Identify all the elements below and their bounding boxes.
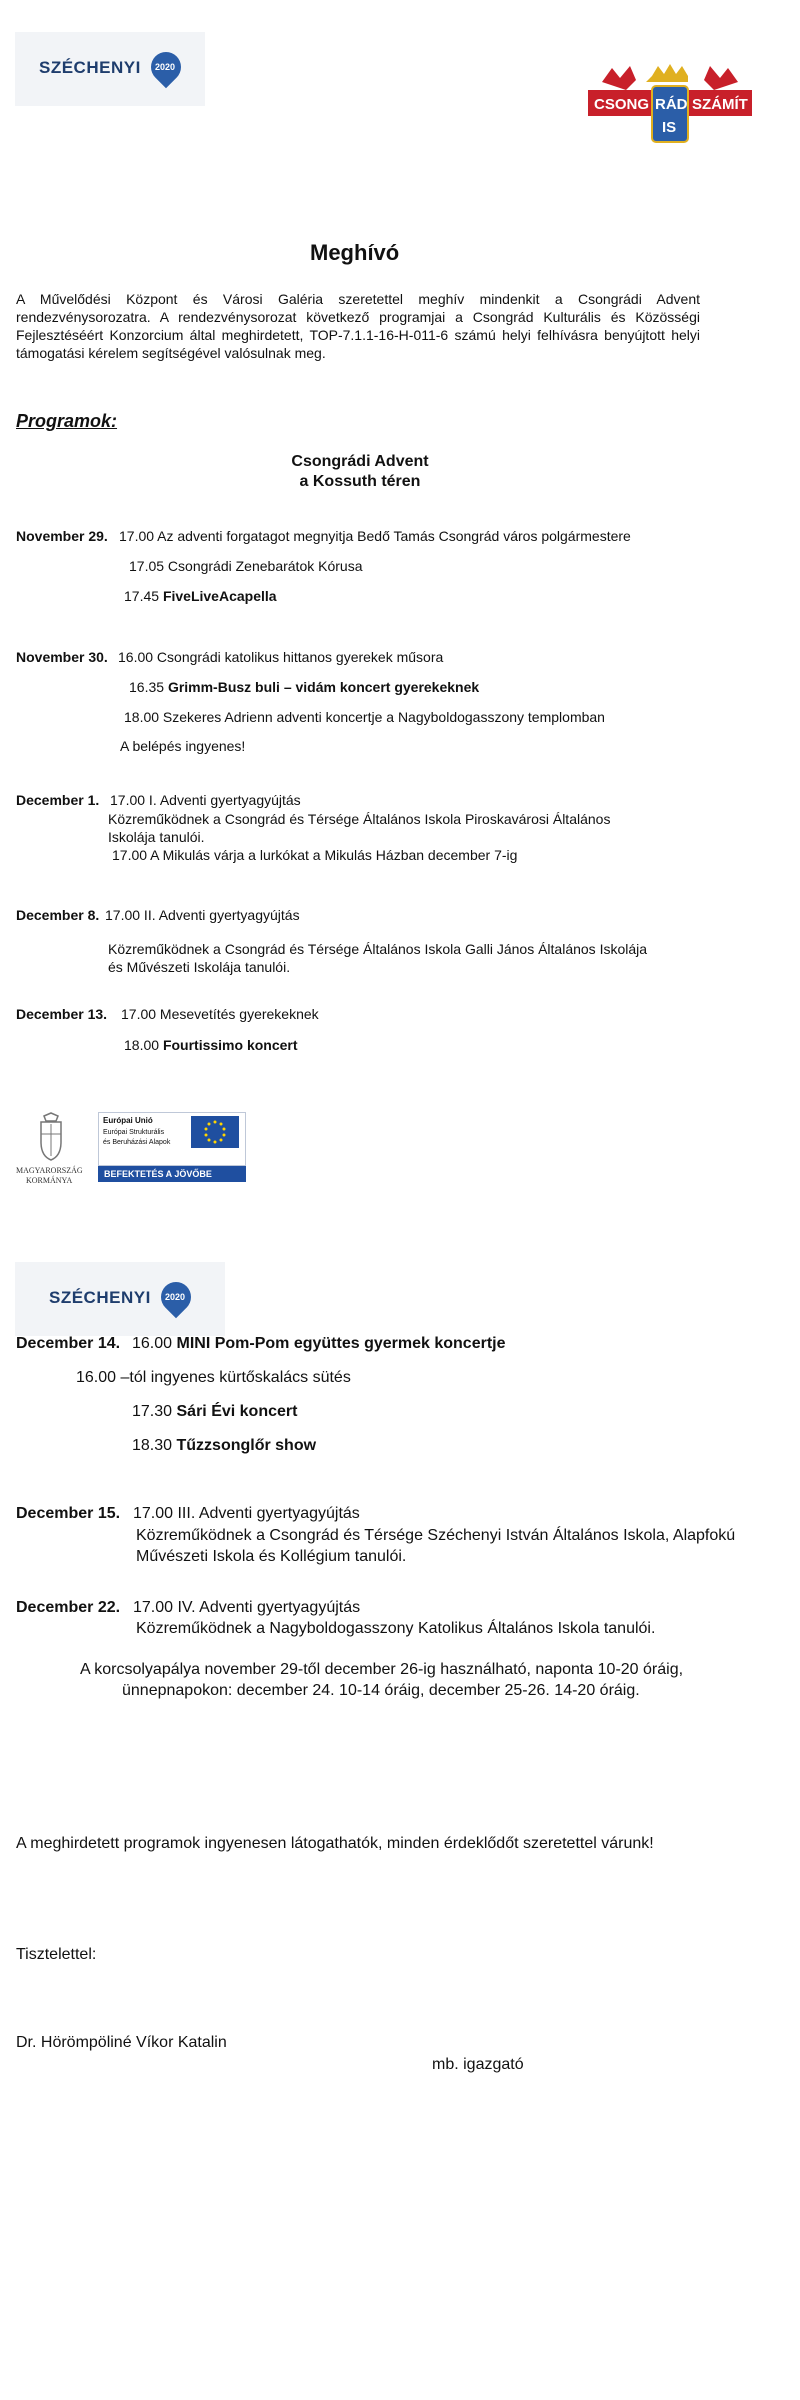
dec14-line4 xyxy=(132,1436,316,1456)
eu-flag-icon xyxy=(191,1116,239,1148)
eu-banner-text: BEFEKTETÉS A JÖVŐBE xyxy=(104,1169,212,1179)
dec8-line2: Közreműködnek a Csongrád és Térsége Általános Iskola Galli János Általános Iskolája xyxy=(108,941,648,957)
crest-text-mid: RÁD xyxy=(655,96,688,113)
gov-line1: MAGYARORSZÁG xyxy=(16,1166,83,1175)
nov29-line2: 17.05 Csongrádi Zenebarátok Kórusa xyxy=(129,558,363,574)
regards-text: Tisztelettel: xyxy=(16,1946,97,1963)
csongrad-crest-logo xyxy=(582,60,758,150)
dec14-line4-time: 18.30 xyxy=(132,1437,173,1454)
eu-banner xyxy=(98,1166,246,1182)
nov30-line2 xyxy=(129,678,479,696)
nov29-line1: 17.00 Az adventi forgatagot megnyitja Bedő Tamás Csongrád város polgármestere xyxy=(119,528,631,544)
nov29-line3 xyxy=(124,587,277,605)
dec14-line4-name: Tűzzsonglőr show xyxy=(176,1437,317,1454)
szechenyi-logo-text: SZÉCHENYI xyxy=(39,58,141,77)
szechenyi-logo-year: 2020 xyxy=(155,62,176,72)
szechenyi-logo-year-2: 2020 xyxy=(165,1292,186,1302)
nov30-line1: 16.00 Csongrádi katolikus hittanos gyerekek műsora xyxy=(118,649,444,665)
nov30-date: November 30. xyxy=(16,649,108,665)
nov29-date: November 29. xyxy=(16,528,108,544)
skating-line2: ünnepnapokon: december 24. 10-14 óráig, december 25-26. 14-20 óráig. xyxy=(122,1682,640,1699)
closing-text: A meghirdetett programok ingyenesen látogathatók, minden érdeklődőt szeretettel várunk! xyxy=(16,1835,654,1852)
dec13-line2-name: Fourtissimo koncert xyxy=(162,1037,298,1053)
crest-text-right: SZÁMÍT xyxy=(692,96,748,113)
intro-paragraph: A Művelődési Központ és Városi Galéria szeretettel meghív mindenkit a Csongrádi Advent rendezvénysorozatra. A rendezvénysorozat következő programjai a Csongrád Kulturális és Közösségi Fejlesztéséért Konzorcium által meghirdetett, TOP-7.1.1-16-H-011-6 számú helyi felhívásra benyújtott helyi támogatási kérelem segítségével valósulnak meg. xyxy=(16,291,700,361)
dec13-line1: 17.00 Mesevetítés gyerekeknek xyxy=(121,1006,319,1022)
hungarian-coat-of-arms-icon xyxy=(26,1112,76,1164)
dec1-line1: 17.00 I. Adventi gyertyagyújtás xyxy=(110,792,301,808)
nov30-line2-time: 16.35 xyxy=(129,679,165,695)
dec1-line3: Iskolája tanulói. xyxy=(108,829,205,845)
nov30-line3: 18.00 Szekeres Adrienn adventi koncertje a Nagyboldogasszony templomban xyxy=(124,709,605,725)
page-title: Meghívó xyxy=(310,240,400,265)
szechenyi-logo-text-2: SZÉCHENYI xyxy=(49,1288,151,1307)
dec8-line1: 17.00 II. Adventi gyertyagyújtás xyxy=(105,907,300,923)
dec14-date: December 14. xyxy=(16,1335,121,1352)
dec1-line4: 17.00 A Mikulás várja a lurkókat a Mikulás Házban december 7-ig xyxy=(112,847,518,863)
dec14-line1 xyxy=(132,1334,505,1354)
dec22-line2: Közreműködnek a Nagyboldogasszony Katolikus Általános Iskola tanulói. xyxy=(136,1620,656,1637)
dec1-date: December 1. xyxy=(16,792,100,808)
szechenyi-2020-logo-2 xyxy=(15,1262,225,1336)
dec14-line2: 16.00 –tól ingyenes kürtőskalács sütés xyxy=(76,1369,351,1386)
dec22-line1: 17.00 IV. Adventi gyertyagyújtás xyxy=(133,1599,361,1616)
dec14-line1-name: MINI Pom-Pom együttes gyermek koncertje xyxy=(176,1335,506,1352)
signer-title: mb. igazgató xyxy=(432,2056,524,2073)
nov30-line4: A belépés ingyenes! xyxy=(120,738,246,754)
subtitle-line2: a Kossuth téren xyxy=(299,473,421,490)
nov29-line3-name: FiveLiveAcapella xyxy=(162,588,277,604)
eu-line2: és Beruházási Alapok xyxy=(103,1139,171,1146)
nov30-line2-name: Grimm-Busz buli – vidám koncert gyerekeknek xyxy=(167,679,480,695)
subtitle-line1: Csongrádi Advent xyxy=(291,453,429,470)
dec14-line3-name: Sári Évi koncert xyxy=(176,1403,298,1420)
dec15-line1: 17.00 III. Adventi gyertyagyújtás xyxy=(133,1505,360,1522)
eu-funding-logos xyxy=(16,1110,246,1186)
dec14-line1-time: 16.00 xyxy=(132,1335,173,1352)
dec13-line2-time: 18.00 xyxy=(124,1037,160,1053)
eu-title: Európai Unió xyxy=(103,1116,153,1125)
dec14-line3 xyxy=(132,1402,297,1422)
crest-text-left: CSONG xyxy=(594,96,650,113)
dec8-line3: és Művészeti Iskolája tanulói. xyxy=(108,959,291,975)
gov-line2: KORMÁNYA xyxy=(26,1176,73,1185)
dec15-line2: Közreműködnek a Csongrád és Térsége Széchenyi István Általános Iskola, Alapfokú xyxy=(136,1527,736,1544)
szechenyi-2020-logo xyxy=(15,32,205,106)
crest-text-mid2: IS xyxy=(662,119,677,136)
dec1-line2: Közreműködnek a Csongrád és Térsége Általános Iskola Piroskavárosi Általános xyxy=(108,811,611,827)
dec22-date: December 22. xyxy=(16,1599,121,1616)
dec14-line3-time: 17.30 xyxy=(132,1403,173,1420)
programs-heading: Programok: xyxy=(16,411,118,431)
eu-line1: Európai Strukturális xyxy=(103,1129,165,1136)
eu-info-box xyxy=(98,1112,246,1166)
dec15-date: December 15. xyxy=(16,1505,121,1522)
skating-line1: A korcsolyapálya november 29-től december 26-ig használható, naponta 10-20 óráig, xyxy=(80,1661,684,1678)
dec13-line2 xyxy=(124,1036,298,1054)
dec13-date: December 13. xyxy=(16,1006,108,1022)
nov29-line3-time: 17.45 xyxy=(124,588,160,604)
dec15-line3: Művészeti Iskola és Kollégium tanulói. xyxy=(136,1548,407,1565)
dec8-date: December 8. xyxy=(16,907,100,923)
signer-name: Dr. Hörömpöliné Víkor Katalin xyxy=(16,2034,227,2051)
